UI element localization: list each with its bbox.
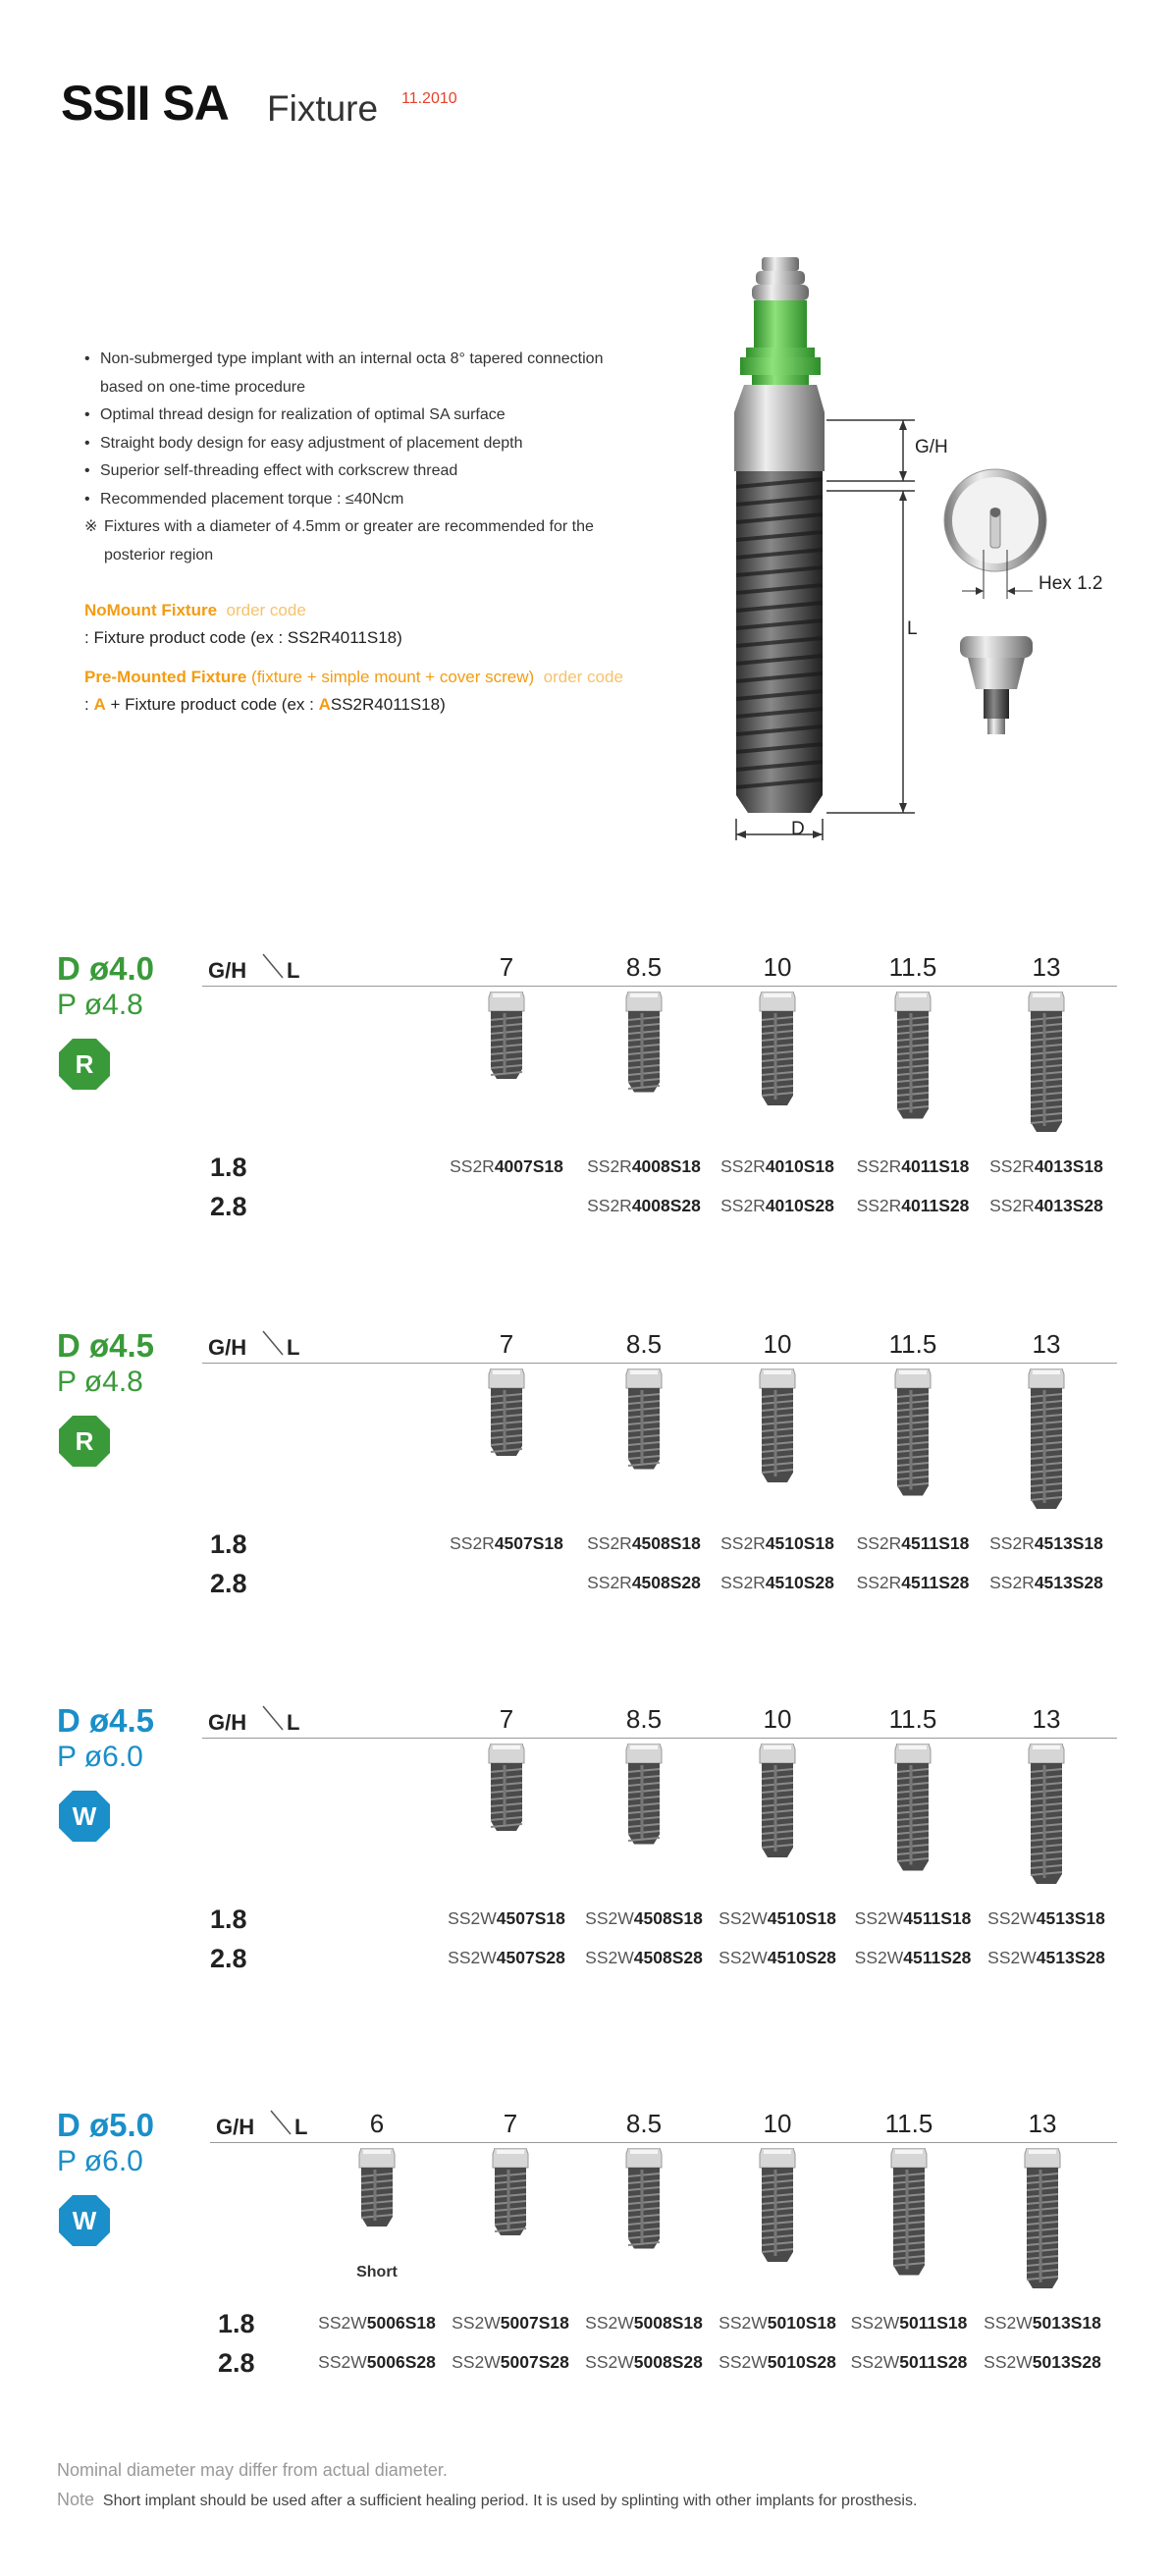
- premount-parenthetical: (fixture + simple mount + cover screw): [251, 668, 535, 686]
- product-code-suffix: 4013S18: [1034, 1156, 1103, 1176]
- nomount-order-body: : Fixture product code (ex : SS2R4011S18): [84, 628, 402, 647]
- product-code-prefix: SS2R: [720, 1533, 766, 1553]
- feature-item: • Non-submerged type implant with an internal octa 8° tapered connection based on one-time procedure: [84, 346, 634, 402]
- product-code: [846, 1908, 980, 1929]
- header-rule: [202, 1363, 1117, 1364]
- gh-row-label: 1.8: [210, 1530, 247, 1559]
- product-code-prefix: SS2W: [719, 1948, 768, 1967]
- product-code-prefix: SS2W: [452, 2313, 501, 2333]
- feature-note: ※ Fixtures with a diameter of 4.5mm or greater are recommended for the posterior region: [84, 513, 634, 569]
- diameter-label: D ø5.0: [57, 2107, 155, 2143]
- product-code-suffix: 4508S18: [633, 1908, 703, 1928]
- product-code-suffix: 4508S28: [633, 1948, 703, 1967]
- product-code: [711, 2313, 844, 2334]
- gh-dimension-label: G/H: [915, 437, 948, 457]
- simple-mount: [740, 300, 821, 385]
- product-code: [711, 1156, 844, 1177]
- product-code-prefix: SS2R: [450, 1156, 495, 1176]
- note-label: Note: [57, 2490, 95, 2509]
- header-rule: [210, 2142, 1117, 2143]
- product-code-prefix: SS2R: [587, 1156, 632, 1176]
- gh-column-header: G/H: [208, 1710, 247, 1735]
- product-code-prefix: SS2R: [856, 1573, 902, 1592]
- implant-thumbnail: [620, 992, 667, 1097]
- header-divider-slash: [269, 2109, 296, 2138]
- product-code-prefix: SS2W: [984, 2352, 1033, 2372]
- implant-thumbnail: [487, 2148, 534, 2239]
- diameter-disclaimer: Nominal diameter may differ from actual diameter.: [57, 2460, 448, 2480]
- product-code-prefix: SS2W: [854, 1948, 904, 1967]
- length-value: 6: [369, 2109, 385, 2138]
- product-code: [577, 1573, 711, 1593]
- product-code-suffix: 4008S28: [631, 1196, 701, 1215]
- product-code-suffix: 4011S28: [901, 1196, 970, 1215]
- premount-order-code-label: order code: [543, 668, 623, 686]
- product-code-suffix: 4508S18: [631, 1533, 701, 1553]
- connection-badge: [57, 1037, 112, 1092]
- length-value: 7: [503, 2109, 518, 2138]
- gh-row-label: 2.8: [210, 1192, 247, 1221]
- svg-text:W: W: [72, 1801, 97, 1831]
- product-code: [711, 1573, 844, 1593]
- product-code-suffix: 4511S28: [903, 1948, 972, 1967]
- product-code-suffix: 4510S18: [765, 1533, 834, 1553]
- product-code: [711, 1908, 844, 1929]
- product-code-suffix: 4507S28: [496, 1948, 565, 1967]
- cover-screw-top-view: [944, 469, 1046, 599]
- implant-thumbnail: [1023, 1368, 1070, 1513]
- connection-badge: [57, 1414, 112, 1469]
- implant-thumbnail: [1023, 1744, 1070, 1888]
- length-value: 10: [763, 2109, 792, 2138]
- length-column-header: L: [294, 2115, 308, 2139]
- premount-prefix: :: [84, 695, 94, 714]
- product-code-prefix: SS2R: [450, 1533, 495, 1553]
- product-code-prefix: SS2W: [585, 1948, 634, 1967]
- product-code: [842, 2352, 976, 2373]
- implant-thumbnail: [1023, 992, 1070, 1136]
- implant-thumbnail: [620, 1368, 667, 1474]
- implant-thumbnail: [1019, 2148, 1066, 2292]
- product-code-suffix: 5013S28: [1032, 2352, 1101, 2372]
- product-code-suffix: 4510S28: [765, 1573, 834, 1592]
- length-value: 11.5: [888, 1329, 937, 1359]
- gh-column-header: G/H: [208, 1335, 247, 1360]
- nomount-order-heading: [84, 601, 306, 620]
- product-code: [577, 1196, 711, 1216]
- length-value: 11.5: [884, 2109, 933, 2138]
- feature-item: • Straight body design for easy adjustment of placement depth: [84, 430, 634, 458]
- premount-order-heading: [84, 668, 623, 687]
- hex-dimension-label: Hex 1.2: [1039, 573, 1103, 594]
- diameter-label: D ø4.5: [57, 1327, 155, 1364]
- product-code: [440, 1908, 573, 1929]
- product-code-suffix: 4507S18: [496, 1908, 565, 1928]
- implant-collar: [734, 385, 825, 471]
- product-code-suffix: 4007S18: [494, 1156, 563, 1176]
- premount-mid: + Fixture product code (ex :: [105, 695, 319, 714]
- product-code-suffix: 5010S28: [767, 2352, 836, 2372]
- product-code-suffix: 4013S28: [1034, 1196, 1103, 1215]
- product-code: [842, 2313, 976, 2334]
- product-code: [577, 2352, 711, 2373]
- product-code: [440, 1533, 573, 1554]
- premount-a-letter: A: [93, 695, 106, 714]
- product-code-prefix: SS2W: [850, 2352, 900, 2372]
- length-column-header: L: [287, 1710, 300, 1735]
- product-code-prefix: SS2R: [989, 1573, 1035, 1592]
- product-code-prefix: SS2R: [720, 1196, 766, 1215]
- length-value: 13: [1032, 952, 1061, 982]
- product-code-suffix: 4008S18: [631, 1156, 701, 1176]
- product-code: [444, 2352, 577, 2373]
- length-value: 13: [1028, 2109, 1057, 2138]
- product-code-suffix: 5007S28: [500, 2352, 569, 2372]
- cover-screw-side-view: [960, 636, 1033, 734]
- length-value: 8.5: [625, 952, 663, 982]
- product-code-suffix: 4010S18: [765, 1156, 834, 1176]
- product-code-prefix: SS2R: [989, 1533, 1035, 1553]
- diameter-label: D ø4.0: [57, 950, 155, 987]
- product-code-prefix: SS2W: [318, 2352, 367, 2372]
- page-title: SSII SA: [61, 76, 229, 131]
- length-value: 7: [499, 1329, 514, 1359]
- product-code: [577, 2313, 711, 2334]
- gh-row-label: 1.8: [210, 1153, 247, 1182]
- implant-thumbnail: [889, 1744, 936, 1875]
- product-code: [444, 2313, 577, 2334]
- product-code-prefix: SS2R: [587, 1196, 632, 1215]
- header-rule: [202, 1738, 1117, 1739]
- product-code-suffix: 4508S28: [631, 1573, 701, 1592]
- implant-thumbnail: [754, 992, 801, 1109]
- product-code-prefix: SS2W: [585, 1908, 634, 1928]
- svg-text:R: R: [75, 1049, 94, 1079]
- product-code: [980, 1533, 1113, 1554]
- product-code: [846, 1196, 980, 1216]
- product-code-prefix: SS2W: [585, 2352, 634, 2372]
- product-code-prefix: SS2R: [720, 1156, 766, 1176]
- gh-row-label: 2.8: [218, 2348, 255, 2378]
- implant-thumbnail: [889, 1368, 936, 1500]
- product-code-suffix: 4513S18: [1036, 1908, 1105, 1928]
- product-code-prefix: SS2W: [854, 1908, 904, 1928]
- product-code: [711, 1533, 844, 1554]
- header-divider-slash: [261, 1704, 289, 1734]
- gh-row-label: 2.8: [210, 1944, 247, 1973]
- implant-thumbnail: [754, 1744, 801, 1861]
- product-code: [976, 2313, 1109, 2334]
- product-code-prefix: SS2R: [587, 1533, 632, 1553]
- product-code: [980, 1908, 1113, 1929]
- product-code: [980, 1156, 1113, 1177]
- product-code-prefix: SS2W: [452, 2352, 501, 2372]
- length-value: 7: [499, 1704, 514, 1734]
- gh-row-label: 2.8: [210, 1569, 247, 1598]
- product-code-suffix: 4510S18: [767, 1908, 836, 1928]
- product-code-suffix: 5013S18: [1032, 2313, 1101, 2333]
- product-code: [846, 1156, 980, 1177]
- product-code: [440, 1948, 573, 1968]
- product-code-suffix: 4511S18: [903, 1908, 972, 1928]
- nomount-order-code-label: order code: [226, 601, 306, 619]
- implant-thumbnail: [353, 2148, 400, 2230]
- product-code-prefix: SS2R: [856, 1156, 902, 1176]
- length-value: 10: [763, 1704, 792, 1734]
- product-code-prefix: SS2W: [719, 2313, 768, 2333]
- feature-item: • Superior self-threading effect with corkscrew thread: [84, 457, 634, 486]
- product-code-prefix: SS2W: [719, 2352, 768, 2372]
- product-code: [440, 1156, 573, 1177]
- implant-thumbnail: [620, 2148, 667, 2253]
- length-value: 10: [763, 1329, 792, 1359]
- premount-a-letter-example: A: [318, 695, 331, 714]
- length-value: 13: [1032, 1329, 1061, 1359]
- product-code: [577, 1948, 711, 1968]
- implant-diagram: [687, 245, 1158, 854]
- implant-thumbnail: [483, 1744, 530, 1835]
- product-code-suffix: 5006S28: [366, 2352, 436, 2372]
- length-column-header: L: [287, 958, 300, 983]
- length-dimension-label: L: [907, 618, 918, 639]
- product-code: [976, 2352, 1109, 2373]
- product-code-prefix: SS2R: [856, 1196, 902, 1215]
- product-code: [846, 1948, 980, 1968]
- product-code: [711, 2352, 844, 2373]
- length-value: 8.5: [625, 1704, 663, 1734]
- product-code-prefix: SS2R: [587, 1573, 632, 1592]
- product-code-suffix: 5008S18: [633, 2313, 703, 2333]
- product-code: [846, 1533, 980, 1554]
- diameter-dimension-label: D: [791, 819, 805, 839]
- implant-thumbnail: [754, 2148, 801, 2266]
- header-divider-slash: [261, 952, 289, 982]
- implant-thumbnail: [483, 1368, 530, 1460]
- product-code: [577, 1156, 711, 1177]
- svg-text:W: W: [72, 2206, 97, 2235]
- implant-thumbnail: [620, 1744, 667, 1849]
- product-code-suffix: 4010S28: [765, 1196, 834, 1215]
- product-code: [711, 1196, 844, 1216]
- product-code: [310, 2352, 444, 2373]
- product-code-suffix: 5011S28: [899, 2352, 968, 2372]
- product-code-prefix: SS2W: [987, 1948, 1037, 1967]
- product-code-prefix: SS2W: [318, 2313, 367, 2333]
- product-code-suffix: 5007S18: [500, 2313, 569, 2333]
- connection-badge: [57, 1789, 112, 1844]
- product-code-prefix: SS2W: [448, 1908, 497, 1928]
- product-code-prefix: SS2R: [989, 1196, 1035, 1215]
- diameter-label: D ø4.5: [57, 1702, 155, 1739]
- length-value: 13: [1032, 1704, 1061, 1734]
- mount-cap: [752, 257, 809, 300]
- platform-label: P ø4.8: [57, 1366, 143, 1398]
- product-code: [711, 1948, 844, 1968]
- product-code-prefix: SS2R: [720, 1573, 766, 1592]
- product-code: [980, 1573, 1113, 1593]
- product-code: [980, 1948, 1113, 1968]
- length-value: 11.5: [888, 952, 937, 982]
- platform-label: P ø6.0: [57, 1741, 143, 1773]
- premount-example-code: SS2R4011S18): [330, 695, 446, 714]
- revision-date: 11.2010: [401, 90, 457, 107]
- product-code-suffix: 4511S28: [901, 1573, 970, 1592]
- product-code-suffix: 5006S18: [366, 2313, 436, 2333]
- feature-item: • Optimal thread design for realization of optimal SA surface: [84, 402, 634, 430]
- gh-column-header: G/H: [208, 958, 247, 983]
- page-subtitle: Fixture: [267, 88, 379, 129]
- product-code: [980, 1196, 1113, 1216]
- product-code-suffix: 4011S18: [901, 1156, 970, 1176]
- implant-thumbnail: [483, 992, 530, 1083]
- implant-thumbnail: [754, 1368, 801, 1486]
- length-value: 11.5: [888, 1704, 937, 1734]
- product-code-prefix: SS2R: [856, 1533, 902, 1553]
- gh-row-label: 1.8: [210, 1905, 247, 1934]
- product-code-prefix: SS2R: [989, 1156, 1035, 1176]
- premount-order-body: [84, 695, 446, 715]
- header-divider-slash: [261, 1329, 289, 1359]
- product-code-prefix: SS2W: [850, 2313, 900, 2333]
- length-value: 8.5: [625, 1329, 663, 1359]
- gh-column-header: G/H: [216, 2115, 255, 2139]
- product-code-suffix: 4513S28: [1036, 1948, 1105, 1967]
- product-code-suffix: 5010S18: [767, 2313, 836, 2333]
- length-column-header: L: [287, 1335, 300, 1360]
- short-implant-note: [57, 2490, 917, 2510]
- short-implant-label: Short: [356, 2264, 398, 2281]
- product-code: [577, 1908, 711, 1929]
- length-value: 8.5: [625, 2109, 663, 2138]
- feature-item: • Recommended placement torque : ≤40Ncm: [84, 486, 634, 514]
- svg-text:R: R: [75, 1426, 94, 1456]
- product-code-suffix: 4513S18: [1034, 1533, 1103, 1553]
- length-value: 7: [499, 952, 514, 982]
- product-code: [577, 1533, 711, 1554]
- product-code-prefix: SS2W: [585, 2313, 634, 2333]
- product-code-prefix: SS2W: [984, 2313, 1033, 2333]
- product-code-prefix: SS2W: [448, 1948, 497, 1967]
- product-code-suffix: 5011S18: [899, 2313, 968, 2333]
- product-code: [310, 2313, 444, 2334]
- implant-thumbnail: [889, 992, 936, 1123]
- premount-title: Pre-Mounted Fixture: [84, 668, 247, 686]
- note-text: Short implant should be used after a sufficient healing period. It is used by splinting with other implants for prosthesis.: [102, 2493, 918, 2509]
- implant-thumbnail: [885, 2148, 932, 2280]
- gh-row-label: 1.8: [218, 2309, 255, 2338]
- platform-label: P ø6.0: [57, 2145, 143, 2177]
- product-code-suffix: 4510S28: [767, 1948, 836, 1967]
- connection-badge: [57, 2193, 112, 2248]
- platform-label: P ø4.8: [57, 989, 143, 1021]
- nomount-title: NoMount Fixture: [84, 601, 218, 619]
- product-code-suffix: 4511S18: [901, 1533, 970, 1553]
- header-rule: [202, 986, 1117, 987]
- product-code-prefix: SS2W: [719, 1908, 768, 1928]
- feature-list: [84, 346, 634, 569]
- product-code-suffix: 5008S28: [633, 2352, 703, 2372]
- product-code: [846, 1573, 980, 1593]
- product-code-suffix: 4507S18: [494, 1533, 563, 1553]
- product-code-prefix: SS2W: [987, 1908, 1037, 1928]
- product-code-suffix: 4513S28: [1034, 1573, 1103, 1592]
- length-value: 10: [763, 952, 792, 982]
